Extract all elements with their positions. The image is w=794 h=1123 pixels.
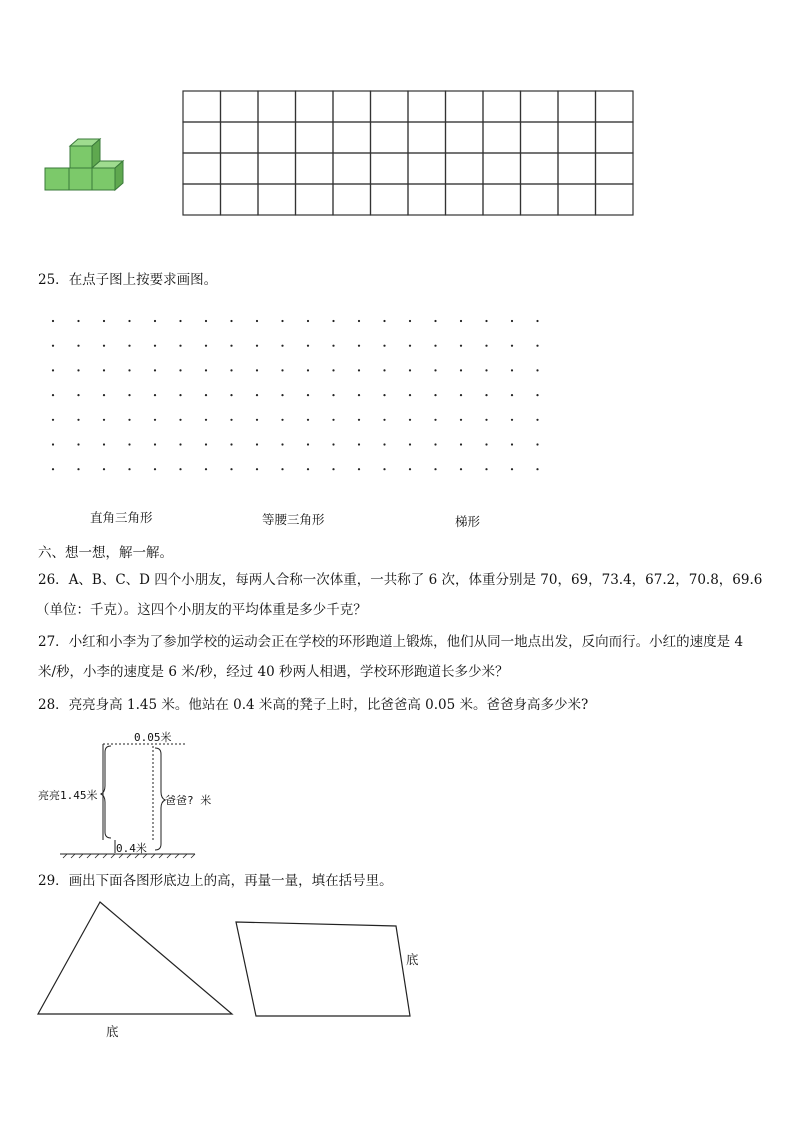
grid-cell: [558, 184, 596, 215]
dot: [128, 443, 130, 445]
label-father-height: 爸爸? 米: [165, 794, 212, 807]
dot: [358, 443, 360, 445]
grid-cell: [333, 122, 371, 153]
dot: [536, 369, 538, 371]
dot: [409, 394, 411, 396]
dot: [230, 345, 232, 347]
dot: [332, 369, 334, 371]
dot: [154, 468, 156, 470]
dot: [358, 468, 360, 470]
dot-grid: [50, 318, 540, 478]
dot: [485, 345, 487, 347]
grid-cell: [596, 122, 634, 153]
grid-cell: [596, 91, 634, 122]
cube-figure: [40, 138, 130, 202]
dot: [460, 369, 462, 371]
grid-cell: [221, 184, 259, 215]
grid-cell: [521, 153, 559, 184]
question-text: 画出下面各图形底边上的高，再量一量，填在括号里。: [68, 873, 393, 889]
dot: [409, 443, 411, 445]
dot: [460, 320, 462, 322]
dot: [52, 345, 54, 347]
dot: [358, 345, 360, 347]
question-27: [38, 633, 743, 652]
grid-cell: [333, 91, 371, 122]
grid-cell: [483, 91, 521, 122]
dot: [281, 468, 283, 470]
dot: [281, 345, 283, 347]
dot: [256, 345, 258, 347]
dot: [205, 320, 207, 322]
dot: [77, 468, 79, 470]
grid-cell: [408, 153, 446, 184]
dot: [230, 443, 232, 445]
grid-cell: [333, 153, 371, 184]
dot: [536, 468, 538, 470]
dot: [103, 369, 105, 371]
dot: [307, 443, 309, 445]
grid-cell: [408, 122, 446, 153]
dot: [383, 443, 385, 445]
question-text: 亮亮身高 1.45 米。他站在 0.4 米高的凳子上时，比爸爸高 0.05 米。爸爸身高多少米?: [68, 697, 589, 713]
dot: [154, 394, 156, 396]
dot: [485, 468, 487, 470]
dot: [358, 369, 360, 371]
question-26: [38, 571, 762, 590]
dot: [536, 320, 538, 322]
dot: [179, 345, 181, 347]
grid-cell: [333, 184, 371, 215]
label-trapezoid: 梯形: [455, 514, 481, 529]
grid-cell: [371, 153, 409, 184]
dot: [332, 468, 334, 470]
label-right-triangle: 直角三角形: [90, 510, 153, 525]
dot: [179, 394, 181, 396]
dot: [77, 419, 79, 421]
dot: [77, 369, 79, 371]
question-number: 27．: [38, 634, 69, 650]
dot: [77, 345, 79, 347]
grid-cell: [521, 122, 559, 153]
dot: [409, 369, 411, 371]
grid-cell: [446, 122, 484, 153]
dot: [103, 419, 105, 421]
dot: [536, 419, 538, 421]
dot: [52, 320, 54, 322]
dot: [307, 369, 309, 371]
dot: [281, 394, 283, 396]
dot: [205, 369, 207, 371]
dot: [230, 320, 232, 322]
dot: [434, 394, 436, 396]
label-isosceles-triangle: 等腰三角形: [262, 512, 325, 527]
dot: [256, 419, 258, 421]
dot: [230, 369, 232, 371]
dot: [460, 345, 462, 347]
dot: [485, 394, 487, 396]
grid-cell: [483, 153, 521, 184]
dot: [205, 419, 207, 421]
dot: [256, 443, 258, 445]
dot: [511, 419, 513, 421]
grid-cell: [221, 91, 259, 122]
grid-cell: [296, 122, 334, 153]
grid-cell: [596, 184, 634, 215]
dot: [332, 320, 334, 322]
dot: [460, 419, 462, 421]
dot: [511, 468, 513, 470]
grid-cell: [558, 153, 596, 184]
dot: [179, 468, 181, 470]
square-grid: [182, 90, 634, 216]
dot: [511, 369, 513, 371]
dot: [307, 345, 309, 347]
grid-cell: [183, 91, 221, 122]
grid-cell: [446, 91, 484, 122]
dot: [77, 443, 79, 445]
question-28: [38, 696, 588, 715]
dot: [307, 468, 309, 470]
grid-cell: [521, 184, 559, 215]
grid-cell: [521, 91, 559, 122]
dot: [128, 345, 130, 347]
dot: [179, 369, 181, 371]
grid-cell: [258, 153, 296, 184]
dot: [536, 443, 538, 445]
dot: [103, 443, 105, 445]
dot: [128, 468, 130, 470]
dot: [383, 369, 385, 371]
dot: [52, 369, 54, 371]
triangle-figure: [36, 900, 236, 1018]
dot: [485, 443, 487, 445]
dot: [281, 419, 283, 421]
dot: [77, 394, 79, 396]
grid-cell: [371, 184, 409, 215]
triangle-base-label: 底: [106, 1024, 119, 1039]
dot: [205, 394, 207, 396]
grid-cell: [258, 184, 296, 215]
dot: [434, 320, 436, 322]
dot: [332, 419, 334, 421]
dot: [434, 468, 436, 470]
grid-cell: [483, 122, 521, 153]
grid-cell: [446, 184, 484, 215]
dot: [154, 419, 156, 421]
dot: [332, 345, 334, 347]
parallelogram-base-label: 底: [406, 952, 419, 967]
question-text-line-1: 小红和小李为了参加学校的运动会正在学校的环形跑道上锻炼，他们从同一地点出发，反向而行。小红的速度是 4: [68, 634, 744, 650]
dot: [460, 443, 462, 445]
dot: [358, 394, 360, 396]
label-stool-height: 0.4米: [116, 842, 147, 855]
label-liangliang-height: 亮亮1.45米: [38, 789, 98, 802]
grid-cell: [296, 184, 334, 215]
grid-cell: [446, 153, 484, 184]
dot: [281, 369, 283, 371]
grid-cell: [483, 184, 521, 215]
dot: [281, 443, 283, 445]
dot: [256, 369, 258, 371]
grid-cell: [558, 122, 596, 153]
question-number: 29．: [38, 873, 69, 889]
parallelogram-figure: [234, 920, 414, 1018]
dot: [179, 419, 181, 421]
dot: [230, 394, 232, 396]
grid-cell: [183, 122, 221, 153]
dot: [409, 345, 411, 347]
dot: [434, 369, 436, 371]
dot: [230, 468, 232, 470]
dot: [205, 443, 207, 445]
dot: [383, 468, 385, 470]
dot: [52, 443, 54, 445]
dot: [536, 345, 538, 347]
dot: [128, 419, 130, 421]
grid-cell: [183, 153, 221, 184]
grid-cell: [408, 184, 446, 215]
dot: [103, 468, 105, 470]
question-25: [38, 271, 217, 290]
dot: [307, 419, 309, 421]
dot: [52, 468, 54, 470]
grid-cell: [371, 91, 409, 122]
dot: [358, 320, 360, 322]
dot: [358, 419, 360, 421]
dot: [307, 394, 309, 396]
dot: [383, 419, 385, 421]
grid-cell: [596, 153, 634, 184]
dot: [179, 443, 181, 445]
dot: [103, 320, 105, 322]
dot: [511, 345, 513, 347]
dot: [281, 320, 283, 322]
dot: [52, 394, 54, 396]
grid-cell: [258, 122, 296, 153]
dot: [409, 320, 411, 322]
dot: [383, 345, 385, 347]
dot: [307, 320, 309, 322]
dot: [103, 345, 105, 347]
dot: [511, 320, 513, 322]
grid-cell: [183, 184, 221, 215]
question-number: 28．: [38, 697, 69, 713]
dot: [536, 394, 538, 396]
dot: [52, 419, 54, 421]
dot: [256, 394, 258, 396]
dot: [485, 369, 487, 371]
dot: [383, 320, 385, 322]
dot: [485, 320, 487, 322]
dot: [460, 394, 462, 396]
dot: [256, 320, 258, 322]
dot: [77, 320, 79, 322]
dot: [128, 320, 130, 322]
dot: [460, 468, 462, 470]
question-number: 25．: [38, 272, 69, 288]
dot: [128, 394, 130, 396]
dot: [409, 468, 411, 470]
dot: [205, 345, 207, 347]
dot: [230, 419, 232, 421]
dot: [383, 394, 385, 396]
question-26-line-2: （单位：千克）。这四个小朋友的平均体重是多少千克？: [36, 602, 367, 618]
dot: [332, 443, 334, 445]
dot: [128, 369, 130, 371]
dot: [511, 394, 513, 396]
dot: [154, 345, 156, 347]
dot: [485, 419, 487, 421]
dot: [256, 468, 258, 470]
grid-cell: [408, 91, 446, 122]
question-29: [38, 872, 393, 891]
grid-cell: [258, 91, 296, 122]
dot: [154, 369, 156, 371]
dot: [434, 345, 436, 347]
grid-cell: [296, 153, 334, 184]
dot: [409, 419, 411, 421]
question-number: 26．: [38, 572, 69, 588]
dot: [511, 443, 513, 445]
dot: [332, 394, 334, 396]
grid-cell: [221, 153, 259, 184]
grid-cell: [558, 91, 596, 122]
dot: [205, 468, 207, 470]
grid-cell: [371, 122, 409, 153]
dot: [434, 419, 436, 421]
grid-cell: [221, 122, 259, 153]
question-text-line-1: A、B、C、D 四个小朋友，每两人合称一次体重，一共称了 6 次，体重分别是 70，69，73.4，67.2，70.8，69.6: [68, 572, 763, 588]
grid-cell: [296, 91, 334, 122]
dot: [154, 320, 156, 322]
question-27-line-2: 米/秒，小李的速度是 6 米/秒，经过 40 秒两人相遇，学校环形跑道长多少米？: [38, 664, 509, 680]
dot: [434, 443, 436, 445]
dot: [103, 394, 105, 396]
section-title: 六、想一想，解一解。: [38, 545, 173, 561]
question-text: 在点子图上按要求画图。: [68, 272, 218, 288]
label-difference: 0.05米: [134, 731, 172, 744]
dot: [179, 320, 181, 322]
dot: [154, 443, 156, 445]
